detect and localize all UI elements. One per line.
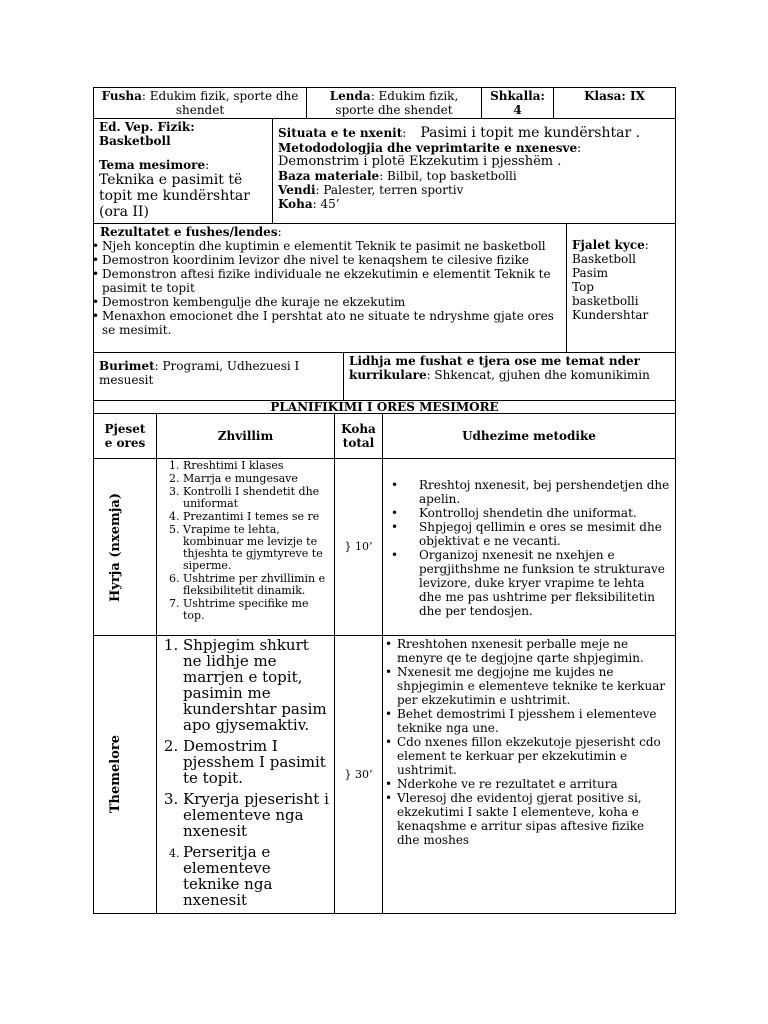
list-item: • Nderkohe ve re rezultatet e arritura bbox=[383, 777, 670, 791]
burimet-cell bbox=[94, 353, 344, 401]
keyword: Basketboll bbox=[572, 252, 636, 266]
keyword: Kundershtar bbox=[572, 308, 649, 322]
koha-label: Koha bbox=[278, 197, 313, 211]
hyrja-label-cell bbox=[94, 459, 157, 636]
keywords-colon: : bbox=[644, 238, 649, 252]
list-item: 4. Prezantimi I temes se re bbox=[183, 511, 330, 523]
col-header-udhezime: Udhezime metodike bbox=[383, 414, 676, 459]
list-item: 1. Shpjegim shkurt ne lidhje me marrjen e topit, pasimin me kundershtar pasim apo gjysemaktiv. bbox=[183, 637, 330, 733]
metodologjia-colon: : bbox=[577, 141, 582, 155]
col-header-zhvillim: Zhvillim bbox=[157, 414, 335, 459]
hyrja-udhezime-cell bbox=[383, 459, 676, 636]
results-title: Rezultatet e fushes/lendes bbox=[100, 225, 278, 239]
klasa-cell bbox=[554, 88, 676, 119]
list-item: • Nxenesit me degjojne me kujdes ne shpjegimin e elementeve teknike te kerkuar per ekzekutimin e ushtrimit. bbox=[383, 665, 670, 707]
list-item: 5. Vrapime te lehta, kombinuar me levizje te thjeshta te gjymtyreve te siperme. bbox=[183, 524, 330, 572]
list-item: • Rreshtoj nxenesit, bej pershendetjen dhe apelin. bbox=[383, 478, 670, 506]
list-item: • Shpjegoj qellimin e ores se mesimit dhe objektivat e ne vecanti. bbox=[383, 520, 670, 548]
fusha-value: : Edukim fizik, sporte dhe shendet bbox=[141, 89, 299, 117]
themelore-koha: } 30’ bbox=[335, 636, 383, 914]
list-item: 1. Rreshtimi I klases bbox=[183, 460, 330, 472]
themelore-label: Themelore bbox=[108, 735, 123, 814]
vendi-value: : Palester, terren sportiv bbox=[315, 183, 464, 197]
sources-table bbox=[93, 352, 676, 401]
results-title-colon: : bbox=[277, 225, 282, 239]
lenda-cell bbox=[307, 88, 482, 119]
tema-colon: : bbox=[205, 158, 210, 172]
lenda-label: Lenda bbox=[329, 89, 371, 103]
list-item: 2. Marrja e mungesave bbox=[183, 473, 330, 485]
vendi-label: Vendi bbox=[278, 183, 316, 197]
result-item: • Demostron kembengulje dhe kuraje ne ekzekutim bbox=[94, 295, 561, 309]
hyrja-label: Hyrja (nxemja) bbox=[108, 492, 123, 602]
results-table bbox=[93, 223, 676, 353]
situata-label: Situata e te nxenit bbox=[278, 126, 403, 140]
list-item: • Behet demostrimi I pjesshem i elementeve teknike nga une. bbox=[383, 707, 670, 735]
shkalla-value: 4 bbox=[513, 103, 522, 117]
hyrja-koha: } 10’ bbox=[335, 459, 383, 636]
topic-right-cell bbox=[273, 119, 676, 224]
lidhja-value: : Shkencat, gjuhen dhe komunikimin bbox=[426, 368, 650, 382]
list-item: 3. Kryerja pjeserisht i elementeve nga nxenesit bbox=[183, 791, 330, 839]
hyrja-zhvillim-list bbox=[159, 460, 330, 622]
keyword: basketbolli bbox=[572, 294, 639, 308]
themelore-label-cell bbox=[94, 636, 157, 914]
list-item: 6. Ushtrime per zhvillimin e fleksibilitetit dinamik. bbox=[183, 573, 330, 597]
list-item: 4. Perseritja e elementeve teknike nga nxenesit bbox=[183, 844, 330, 908]
shkalla-cell bbox=[482, 88, 554, 119]
list-item: 3. Kontrolli I shendetit dhe uniformat bbox=[183, 486, 330, 510]
ed-vep-value: Basketboll bbox=[99, 134, 171, 148]
hyrja-zhvillim-cell bbox=[157, 459, 335, 636]
keywords-label: Fjalet kyce bbox=[572, 238, 645, 252]
themelore-zhvillim-list bbox=[159, 637, 330, 908]
lenda-value: : Edukim fizik, sporte dhe shendet bbox=[335, 89, 459, 117]
situata-value: Pasimi i topit me kundërshtar . bbox=[420, 125, 641, 141]
plan-title: PLANIFIKIMI I ORES MESIMORE bbox=[94, 401, 676, 414]
lidhja-cell bbox=[344, 353, 676, 401]
lidhja-label: Lidhja me fushat e tjera ose me temat nder kurrikulare bbox=[349, 354, 640, 382]
keyword: Pasim bbox=[572, 266, 609, 280]
keywords-cell bbox=[567, 224, 676, 353]
col-header-pjeset: Pjeset e ores bbox=[94, 414, 157, 459]
topic-table bbox=[93, 118, 676, 224]
hyrja-udhezime-list bbox=[383, 478, 670, 618]
list-item: • Kontrolloj shendetin dhe uniformat. bbox=[383, 506, 670, 520]
metodologjia-label: Metododologjia dhe veprimtarite e nxenesve bbox=[278, 141, 578, 155]
plan-table bbox=[93, 400, 676, 914]
situata-colon: : bbox=[402, 126, 407, 140]
result-item: • Menaxhon emocionet dhe I pershtat ato ne situate te ndryshme gjate ores se mesimit. bbox=[94, 309, 561, 337]
baza-value: : Bilbil, top basketbolli bbox=[379, 169, 517, 183]
tema-value: Teknika e pasimit të topit me kundërshtar (ora II) bbox=[99, 172, 250, 220]
list-item: • Vleresoj dhe evidentoj gjerat positive si, ekzekutimi I sakte I elementeve, koha e kenaqshme e arritur sipas aftesive fizike dhe moshes bbox=[383, 791, 670, 847]
header-table bbox=[93, 87, 676, 119]
keyword: Top bbox=[572, 280, 594, 294]
results-list bbox=[94, 239, 561, 337]
list-item: • Rreshtohen nxenesit perballe meje ne menyre qe te degjojne qarte shpjegimin. bbox=[383, 637, 670, 665]
list-item: 2. Demostrim I pjesshem I pasimit te topit. bbox=[183, 738, 330, 786]
tema-label: Tema mesimore bbox=[99, 158, 206, 172]
shkalla-label: Shkalla: bbox=[490, 89, 545, 103]
metodologjia-value: Demonstrim i plotë Ekzekutim i pjesshëm . bbox=[278, 154, 562, 169]
burimet-label: Burimet bbox=[99, 359, 155, 373]
result-item: • Njeh konceptin dhe kuptimin e elementit Teknik te pasimit ne basketboll bbox=[94, 239, 561, 253]
fusha-cell bbox=[94, 88, 307, 119]
results-cell bbox=[94, 224, 567, 353]
themelore-udhezime-list bbox=[383, 637, 670, 847]
burimet-value: : Programi, Udhezuesi I mesuesit bbox=[99, 359, 300, 387]
koha-value: : 45’ bbox=[312, 197, 340, 211]
list-item: 7. Ushtrime specifike me top. bbox=[183, 598, 330, 622]
result-item: • Demonstron aftesi fizike individuale ne ekzekutimin e elementit Teknik te pasimit te topit bbox=[94, 267, 561, 295]
ed-vep-label: Ed. Vep. Fizik: bbox=[99, 120, 195, 134]
topic-left-cell bbox=[94, 119, 273, 224]
hyrja-row bbox=[94, 459, 676, 636]
themelore-udhezime-cell bbox=[383, 636, 676, 914]
result-item: • Demostron koordinim levizor dhe nivel te kenaqshem te cilesive fizike bbox=[94, 253, 561, 267]
col-header-koha: Koha total bbox=[335, 414, 383, 459]
klasa-label: Klasa: IX bbox=[584, 89, 645, 103]
lesson-plan-document bbox=[93, 87, 675, 914]
baza-label: Baza materiale bbox=[278, 169, 380, 183]
list-item: • Organizoj nxenesit ne nxehjen e pergjithshme ne funksion te strukturave levizore, duke kryer vrapime te lehta dhe me pas ushtrime per fleksibilitetin dhe per tendosjen. bbox=[383, 548, 670, 618]
themelore-zhvillim-cell bbox=[157, 636, 335, 914]
fusha-label: Fusha bbox=[101, 89, 142, 103]
themelore-row bbox=[94, 636, 676, 914]
list-item: • Cdo nxenes fillon ekzekutoje pjeserisht cdo element te kerkuar per ekzekutimin e ushtrimit. bbox=[383, 735, 670, 777]
